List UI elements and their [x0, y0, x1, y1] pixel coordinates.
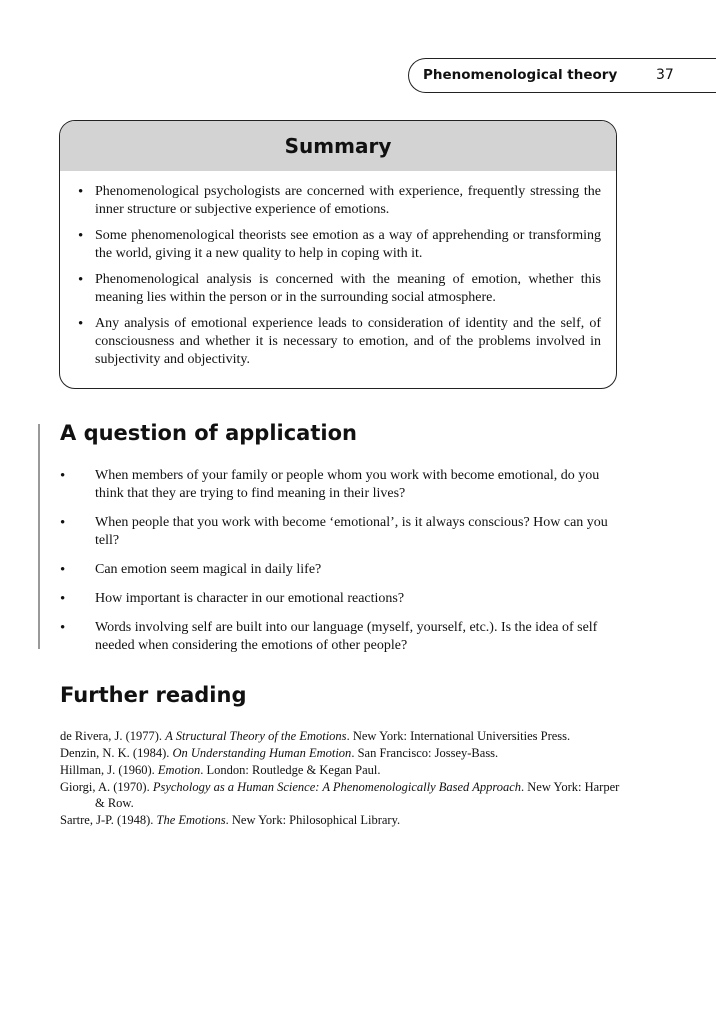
- reference-publisher: . San Francisco: Jossey-Bass.: [351, 746, 499, 760]
- reference-title: The Emotions: [156, 812, 226, 827]
- application-question: • When people that you work with become ‘emotional’, is it always conscious? How can you tell?: [60, 514, 618, 550]
- summary-list: [60, 183, 616, 369]
- reference-item: [60, 729, 620, 745]
- reference-title: A Structural Theory of the Emotions: [165, 729, 347, 743]
- summary-box: [59, 120, 617, 389]
- application-question: • Can emotion seem magical in daily life?: [60, 561, 618, 579]
- reference-author: de Rivera, J. (1977).: [60, 729, 166, 743]
- application-question: • When members of your family or people whom you work with become emotional, do you think that they are trying to find meaning in their lives?: [60, 467, 618, 503]
- reference-title: Emotion: [157, 763, 201, 777]
- running-header: [408, 58, 716, 93]
- summary-item: • Any analysis of emotional experience leads to consideration of identity and the self, of consciousness and whether it is necessary to emotion, and of the problems involved in subjectivity and objectivity.: [76, 315, 601, 369]
- section-margin-bar: [38, 424, 40, 649]
- reference-publisher: . New York: International Universities Press.: [346, 729, 571, 743]
- reference-author: Hillman, J. (1960).: [60, 763, 158, 777]
- reference-author: Sartre, J-P. (1948).: [60, 812, 157, 827]
- further-reading-heading: Further reading: [60, 683, 247, 707]
- application-question: • How important is character in our emotional reactions?: [60, 590, 618, 608]
- application-question: • Words involving self are built into our language (myself, yourself, etc.). Is the idea of self needed when considering the emotions of other people?: [60, 619, 618, 655]
- application-question-list: [60, 467, 618, 666]
- application-heading: A question of application: [60, 421, 357, 445]
- reference-item: [60, 763, 620, 779]
- reference-item: [60, 780, 620, 811]
- page-number: 37: [656, 67, 674, 83]
- reference-author: Giorgi, A. (1970).: [60, 780, 153, 794]
- summary-item: • Phenomenological psychologists are concerned with experience, frequently stressing the inner structure or subjective experience of emotions.: [76, 183, 601, 219]
- summary-heading: Summary: [284, 134, 392, 158]
- summary-header: [60, 121, 616, 171]
- reference-item: [60, 813, 620, 829]
- reference-title: Psychology as a Human Science: A Phenomenologically Based Approach: [152, 780, 522, 794]
- reference-publisher: . London: Routledge & Kegan Paul.: [200, 763, 381, 777]
- reference-publisher: . New York: Philosophical Library.: [225, 812, 401, 827]
- reference-title: On Understanding Human Emotion: [172, 746, 352, 760]
- reference-author: Denzin, N. K. (1984).: [60, 746, 173, 760]
- running-header-title: Phenomenological theory: [423, 67, 618, 83]
- reference-list: [60, 729, 620, 830]
- summary-item: • Some phenomenological theorists see emotion as a way of apprehending or transforming the world, giving it a new quality to help in coping with it.: [76, 227, 601, 263]
- reference-publisher: . New York: Harper & Row.: [95, 780, 620, 810]
- reference-item: [60, 746, 620, 762]
- summary-item: • Phenomenological analysis is concerned with the meaning of emotion, whether this meaning lies within the person or in the surrounding social atmosphere.: [76, 271, 601, 307]
